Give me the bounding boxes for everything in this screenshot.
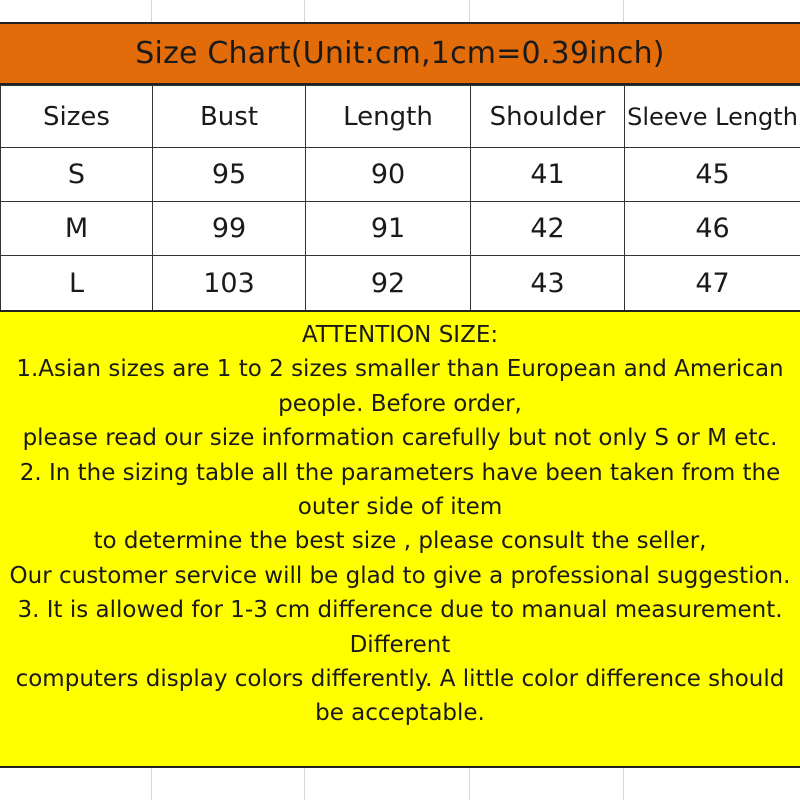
top-grid-strip bbox=[0, 0, 800, 22]
cell-length: 90 bbox=[306, 148, 471, 202]
notice-line: please read our size information carefully but not only S or M etc. bbox=[22, 425, 778, 452]
size-chart-title: Size Chart(Unit:cm,1cm=0.39inch) bbox=[0, 22, 800, 85]
notice-line: 3. It is allowed for 1-3 cm difference due to manual measurement. bbox=[17, 597, 783, 624]
cell-sleeve-length: 45 bbox=[625, 148, 800, 202]
header-length: Length bbox=[306, 86, 471, 148]
cell-shoulder: 43 bbox=[471, 256, 625, 311]
notice-heading: ATTENTION SIZE: bbox=[301, 322, 499, 348]
attention-notice bbox=[0, 310, 800, 768]
notice-line: Different bbox=[349, 631, 451, 658]
notice-line: 1.Asian sizes are 1 to 2 sizes smaller than European and American bbox=[16, 356, 784, 383]
notice-line: computers display colors differently. A little color difference should bbox=[15, 666, 785, 693]
cell-length: 91 bbox=[306, 202, 471, 256]
size-table bbox=[0, 85, 800, 311]
header-shoulder: Shoulder bbox=[471, 86, 625, 148]
header-bust: Bust bbox=[153, 86, 306, 148]
grid-cell bbox=[152, 768, 305, 800]
notice-line: Our customer service will be glad to give a professional suggestion. bbox=[9, 562, 791, 589]
notice-line: to determine the best size , please consult the seller, bbox=[93, 528, 707, 555]
header-sleeve-length: Sleeve Length bbox=[625, 86, 800, 148]
cell-size: M bbox=[1, 202, 153, 256]
grid-cell bbox=[152, 0, 305, 22]
header-sizes: Sizes bbox=[1, 86, 153, 148]
cell-bust: 103 bbox=[153, 256, 306, 311]
grid-cell bbox=[0, 0, 152, 22]
cell-sleeve-length: 46 bbox=[625, 202, 800, 256]
grid-cell bbox=[305, 0, 470, 22]
cell-size: S bbox=[1, 148, 153, 202]
notice-line: be acceptable. bbox=[315, 700, 485, 727]
cell-bust: 95 bbox=[153, 148, 306, 202]
grid-cell bbox=[470, 0, 624, 22]
cell-sleeve-length: 47 bbox=[625, 256, 800, 311]
bottom-grid-strip bbox=[0, 768, 800, 800]
table-row bbox=[1, 202, 800, 256]
table-header-row bbox=[1, 86, 800, 148]
grid-cell bbox=[0, 768, 152, 800]
table-row bbox=[1, 256, 800, 311]
grid-cell bbox=[624, 768, 800, 800]
cell-length: 92 bbox=[306, 256, 471, 311]
cell-shoulder: 41 bbox=[471, 148, 625, 202]
grid-cell bbox=[305, 768, 470, 800]
table-row bbox=[1, 148, 800, 202]
grid-cell bbox=[624, 0, 800, 22]
notice-line: people. Before order, bbox=[278, 390, 522, 417]
grid-cell bbox=[470, 768, 624, 800]
cell-size: L bbox=[1, 256, 153, 311]
notice-line: outer side of item bbox=[297, 494, 503, 521]
notice-line: 2. In the sizing table all the parameters have been taken from the bbox=[19, 459, 781, 486]
cell-shoulder: 42 bbox=[471, 202, 625, 256]
cell-bust: 99 bbox=[153, 202, 306, 256]
